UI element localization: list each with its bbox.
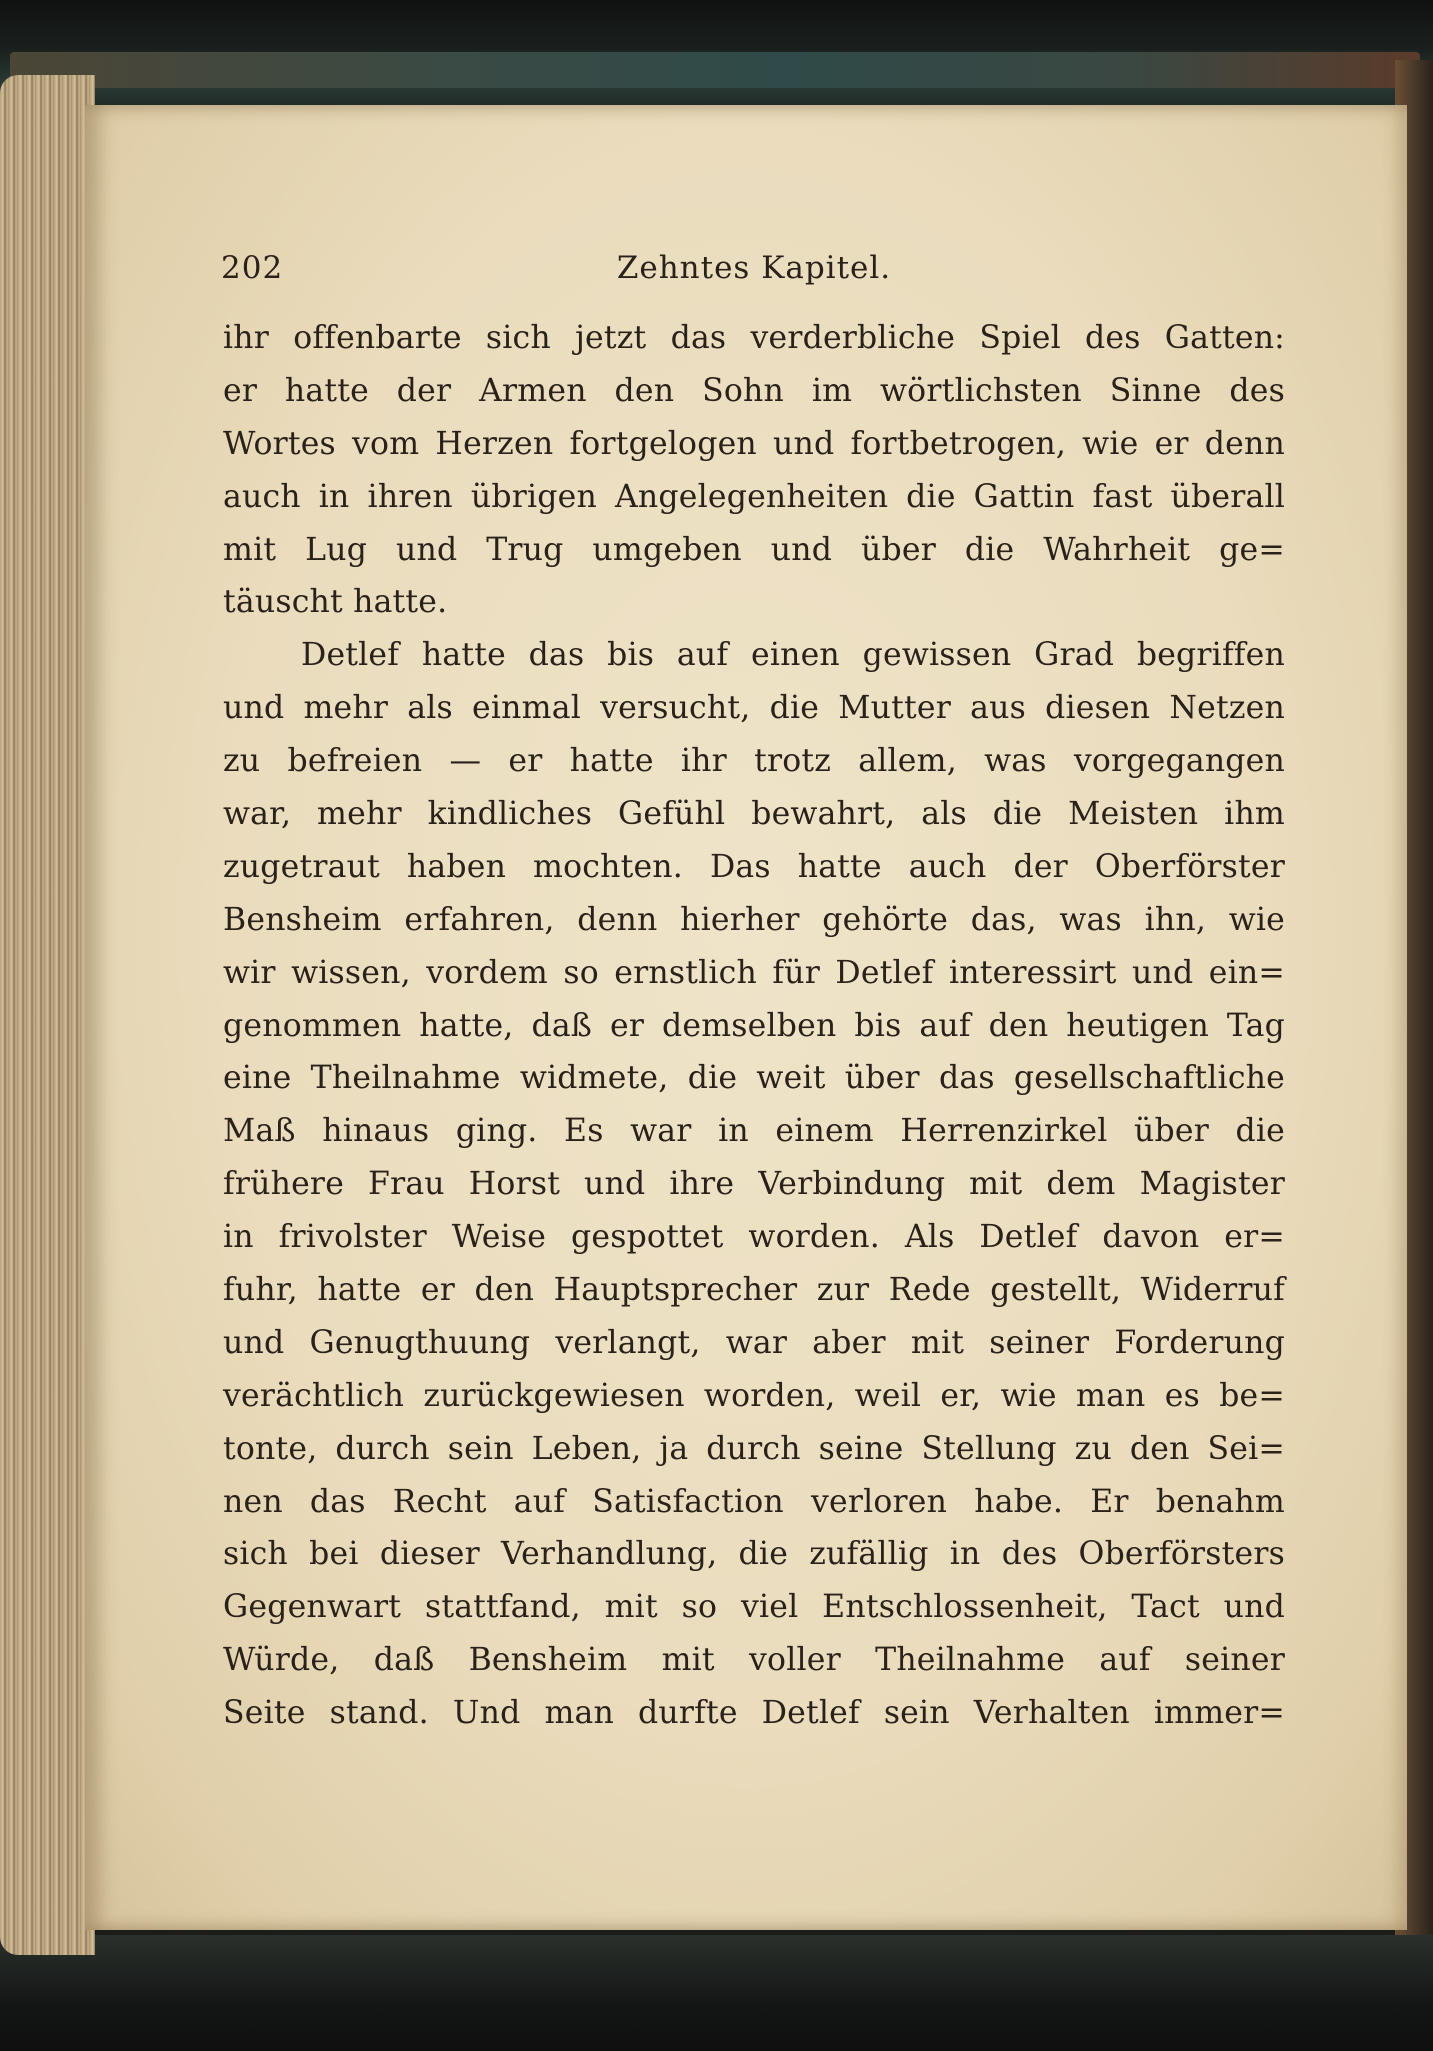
- text-line: und Genugthuung verlangt, war aber mit seiner Forderung: [223, 1324, 1285, 1361]
- text-line: fuhr, hatte er den Hauptsprecher zur Rede gestellt, Widerruf: [223, 1272, 1285, 1309]
- text-line: auch in ihren übrigen Angelegenheiten die Gattin fast überall: [223, 478, 1285, 515]
- text-line: eine Theilnahme widmete, die weit über das gesellschaftliche: [223, 1060, 1285, 1097]
- text-line: mit Lug und Trug umgeben und über die Wahrheit ge=: [223, 531, 1285, 568]
- text-line: Gegenwart stattfand, mit so viel Entschlossenheit, Tact und: [223, 1589, 1285, 1626]
- page-content: [223, 250, 1285, 1740]
- text-line: in frivolster Weise gespottet worden. Als Detlef davon er=: [223, 1219, 1285, 1256]
- text-line: Wortes vom Herzen fortgelogen und fortbetrogen, wie er denn: [223, 425, 1285, 462]
- text-line: er hatte der Armen den Sohn im wörtlichsten Sinne des: [223, 372, 1285, 409]
- text-line: genommen hatte, daß er demselben bis auf den heutigen Tag: [223, 1007, 1285, 1044]
- page-stack-edges: [0, 75, 95, 1955]
- text-line: täuscht hatte.: [223, 584, 448, 621]
- text-line: wir wissen, vordem so ernstlich für Detlef interessirt und ein=: [223, 954, 1285, 991]
- book-page: [85, 105, 1407, 1930]
- book-cover-bottom: [0, 1935, 1433, 2051]
- text-line: ihr offenbarte sich jetzt das verderbliche Spiel des Gatten:: [223, 320, 1285, 356]
- text-line: zugetraut haben mochten. Das hatte auch der Oberförster: [223, 848, 1285, 885]
- text-line: zu befreien — er hatte ihr trotz allem, was vorgegangen: [223, 743, 1285, 780]
- text-line: tonte, durch sein Leben, ja durch seine Stellung zu den Sei=: [223, 1430, 1285, 1467]
- text-line: Bensheim erfahren, denn hierher gehörte das, was ihn, wie: [223, 901, 1285, 938]
- text-line: nen das Recht auf Satisfaction verloren habe. Er benahm: [223, 1483, 1285, 1520]
- page-number: 202: [221, 250, 284, 286]
- text-line: sich bei dieser Verhandlung, die zufällig in des Oberförsters: [223, 1536, 1285, 1573]
- text-line: frühere Frau Horst und ihre Verbindung mit dem Magister: [223, 1166, 1285, 1203]
- text-line: Seite stand. Und man durfte Detlef sein Verhalten immer=: [223, 1695, 1285, 1732]
- text-line: und mehr als einmal versucht, die Mutter aus diesen Netzen: [223, 690, 1285, 727]
- text-line: Würde, daß Bensheim mit voller Theilnahme auf seiner: [223, 1642, 1285, 1679]
- body-text: [223, 312, 1285, 1740]
- text-line: verächtlich zurückgewiesen worden, weil er, wie man es be=: [223, 1377, 1285, 1414]
- running-head: Zehntes Kapitel.: [616, 250, 892, 286]
- book-spine-strip: [10, 52, 1420, 88]
- text-line: Maß hinaus ging. Es war in einem Herrenzirkel über die: [223, 1113, 1285, 1150]
- page-header: [223, 250, 1285, 302]
- text-line: war, mehr kindliches Gefühl bewahrt, als die Meisten ihm: [223, 796, 1285, 833]
- text-line: Detlef hatte das bis auf einen gewissen Grad begriffen: [301, 637, 1285, 674]
